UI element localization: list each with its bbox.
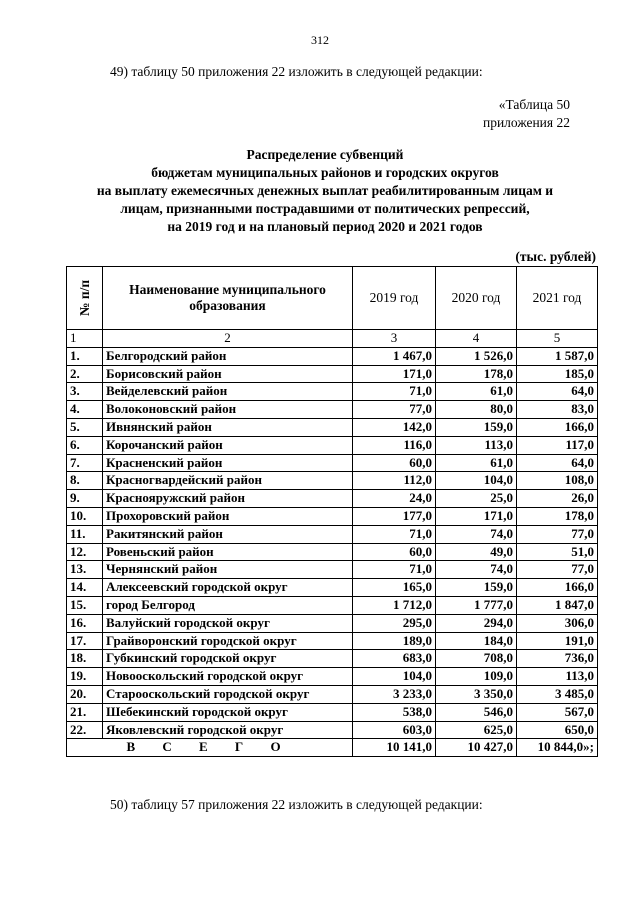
row-number: 13. [67, 561, 103, 579]
value-2020: 159,0 [436, 418, 517, 436]
table-row [67, 525, 598, 543]
value-2019: 538,0 [353, 703, 436, 721]
value-2020: 109,0 [436, 668, 517, 686]
column-number: 3 [353, 330, 436, 348]
value-2019: 683,0 [353, 650, 436, 668]
row-number: 20. [67, 685, 103, 703]
value-2021: 77,0 [517, 525, 598, 543]
table-row [67, 650, 598, 668]
value-2020: 184,0 [436, 632, 517, 650]
value-2019: 60,0 [353, 454, 436, 472]
value-2020: 1 526,0 [436, 347, 517, 365]
total-row [67, 739, 598, 757]
table-row [67, 561, 598, 579]
value-2021: 1 587,0 [517, 347, 598, 365]
title-line: Распределение субвенций [246, 147, 404, 162]
value-2019: 1 467,0 [353, 347, 436, 365]
municipality-name: Чернянский район [103, 561, 353, 579]
title-line: бюджетам муниципальных районов и городских округов [151, 165, 499, 180]
value-2021: 191,0 [517, 632, 598, 650]
value-2020: 3 350,0 [436, 685, 517, 703]
municipality-name: город Белгород [103, 596, 353, 614]
value-2021: 108,0 [517, 472, 598, 490]
table-row [67, 347, 598, 365]
value-2019: 165,0 [353, 579, 436, 597]
municipality-name: Красногвардейский район [103, 472, 353, 490]
value-2020: 74,0 [436, 525, 517, 543]
row-number: 5. [67, 418, 103, 436]
value-2021: 51,0 [517, 543, 598, 561]
value-2021: 736,0 [517, 650, 598, 668]
value-2021: 166,0 [517, 579, 598, 597]
table-row [67, 490, 598, 508]
municipality-name: Краснояружский район [103, 490, 353, 508]
total-2020: 10 427,0 [436, 739, 517, 757]
value-2020: 61,0 [436, 454, 517, 472]
column-number: 1 [67, 330, 103, 348]
municipality-name: Валуйский городской округ [103, 614, 353, 632]
municipality-name: Ровеньский район [103, 543, 353, 561]
table-header-row [67, 267, 598, 330]
value-2019: 112,0 [353, 472, 436, 490]
value-2019: 142,0 [353, 418, 436, 436]
value-2019: 189,0 [353, 632, 436, 650]
total-label: В С Е Г О [67, 739, 353, 757]
value-2019: 3 233,0 [353, 685, 436, 703]
table-reference-line2: приложения 22 [482, 115, 570, 130]
municipality-name: Шебекинский городской округ [103, 703, 353, 721]
table-row [67, 579, 598, 597]
table-row [67, 614, 598, 632]
row-number: 17. [67, 632, 103, 650]
instruction-text-top: 49) таблицу 50 приложения 22 изложить в следующей редакции: [110, 64, 483, 79]
total-2021: 10 844,0»; [517, 739, 598, 757]
value-2021: 64,0 [517, 454, 598, 472]
municipality-name: Белгородский район [103, 347, 353, 365]
table-row [67, 685, 598, 703]
row-number: 9. [67, 490, 103, 508]
municipality-name: Ракитянский район [103, 525, 353, 543]
row-number: 16. [67, 614, 103, 632]
municipality-name: Ивнянский район [103, 418, 353, 436]
table-row [67, 383, 598, 401]
table-row [67, 632, 598, 650]
value-2021: 1 847,0 [517, 596, 598, 614]
value-2019: 116,0 [353, 436, 436, 454]
header-2021: 2021 год [517, 267, 598, 330]
table-row [67, 401, 598, 419]
row-number: 22. [67, 721, 103, 739]
table-row [67, 436, 598, 454]
header-2019: 2019 год [353, 267, 436, 330]
value-2021: 178,0 [517, 507, 598, 525]
row-number: 21. [67, 703, 103, 721]
subventions-table [66, 266, 598, 757]
value-2019: 171,0 [353, 365, 436, 383]
municipality-name: Вейделевский район [103, 383, 353, 401]
municipality-name: Новооскольский городской округ [103, 668, 353, 686]
value-2021: 306,0 [517, 614, 598, 632]
column-number-row [67, 330, 598, 348]
value-2021: 185,0 [517, 365, 598, 383]
value-2019: 1 712,0 [353, 596, 436, 614]
value-2019: 24,0 [353, 490, 436, 508]
row-number: 6. [67, 436, 103, 454]
value-2019: 60,0 [353, 543, 436, 561]
row-number: 11. [67, 525, 103, 543]
title-line: лицам, признанными пострадавшими от политических репрессий, [120, 201, 530, 216]
row-number: 10. [67, 507, 103, 525]
municipality-name: Старооскольский городской округ [103, 685, 353, 703]
row-number: 1. [67, 347, 103, 365]
value-2021: 113,0 [517, 668, 598, 686]
row-number: 19. [67, 668, 103, 686]
value-2019: 603,0 [353, 721, 436, 739]
value-2020: 1 777,0 [436, 596, 517, 614]
header-municipality: Наименование муниципального образования [103, 267, 353, 330]
value-2021: 3 485,0 [517, 685, 598, 703]
municipality-name: Прохоровский район [103, 507, 353, 525]
municipality-name: Борисовский район [103, 365, 353, 383]
document-title [60, 146, 590, 236]
table-row [67, 668, 598, 686]
municipality-name: Волоконовский район [103, 401, 353, 419]
value-2021: 64,0 [517, 383, 598, 401]
value-2019: 295,0 [353, 614, 436, 632]
table-row [67, 703, 598, 721]
value-2021: 77,0 [517, 561, 598, 579]
table-row [67, 543, 598, 561]
value-2021: 166,0 [517, 418, 598, 436]
table-reference-line1: «Таблица 50 [498, 97, 570, 112]
table-row [67, 365, 598, 383]
value-2020: 80,0 [436, 401, 517, 419]
table-reference [440, 96, 570, 132]
value-2021: 567,0 [517, 703, 598, 721]
value-2020: 113,0 [436, 436, 517, 454]
row-number: 7. [67, 454, 103, 472]
value-2020: 159,0 [436, 579, 517, 597]
column-number: 5 [517, 330, 598, 348]
row-number: 14. [67, 579, 103, 597]
value-2021: 83,0 [517, 401, 598, 419]
value-2019: 104,0 [353, 668, 436, 686]
municipality-name: Грайворонский городской округ [103, 632, 353, 650]
table-row [67, 721, 598, 739]
row-number: 12. [67, 543, 103, 561]
title-line: на выплату ежемесячных денежных выплат реабилитированным лицам и [96, 183, 554, 198]
value-2020: 708,0 [436, 650, 517, 668]
value-2020: 625,0 [436, 721, 517, 739]
value-2020: 49,0 [436, 543, 517, 561]
value-2019: 71,0 [353, 525, 436, 543]
value-2021: 650,0 [517, 721, 598, 739]
page-number: 312 [311, 33, 329, 47]
table-row [67, 472, 598, 490]
column-number: 4 [436, 330, 517, 348]
header-number: № п/п [67, 267, 103, 330]
municipality-name: Яковлевский городской округ [103, 721, 353, 739]
header-2020: 2020 год [436, 267, 517, 330]
value-2020: 25,0 [436, 490, 517, 508]
row-number: 2. [67, 365, 103, 383]
value-2019: 71,0 [353, 383, 436, 401]
instruction-text-bottom: 50) таблицу 57 приложения 22 изложить в следующей редакции: [110, 797, 483, 812]
column-number: 2 [103, 330, 353, 348]
municipality-name: Корочанский район [103, 436, 353, 454]
value-2020: 178,0 [436, 365, 517, 383]
value-2020: 171,0 [436, 507, 517, 525]
row-number: 8. [67, 472, 103, 490]
value-2019: 177,0 [353, 507, 436, 525]
value-2021: 26,0 [517, 490, 598, 508]
table-row [67, 454, 598, 472]
value-2020: 546,0 [436, 703, 517, 721]
title-line: на 2019 год и на плановый период 2020 и 2021 годов [167, 219, 483, 234]
table-row [67, 418, 598, 436]
value-2020: 294,0 [436, 614, 517, 632]
row-number: 3. [67, 383, 103, 401]
value-2019: 71,0 [353, 561, 436, 579]
value-2020: 74,0 [436, 561, 517, 579]
row-number: 4. [67, 401, 103, 419]
row-number: 15. [67, 596, 103, 614]
value-2021: 117,0 [517, 436, 598, 454]
municipality-name: Алексеевский городской округ [103, 579, 353, 597]
municipality-name: Губкинский городской округ [103, 650, 353, 668]
value-2019: 77,0 [353, 401, 436, 419]
units-label: (тыс. рублей) [515, 249, 596, 264]
value-2020: 61,0 [436, 383, 517, 401]
table-row [67, 596, 598, 614]
table-row [67, 507, 598, 525]
total-2019: 10 141,0 [353, 739, 436, 757]
row-number: 18. [67, 650, 103, 668]
value-2020: 104,0 [436, 472, 517, 490]
municipality-name: Красненский район [103, 454, 353, 472]
